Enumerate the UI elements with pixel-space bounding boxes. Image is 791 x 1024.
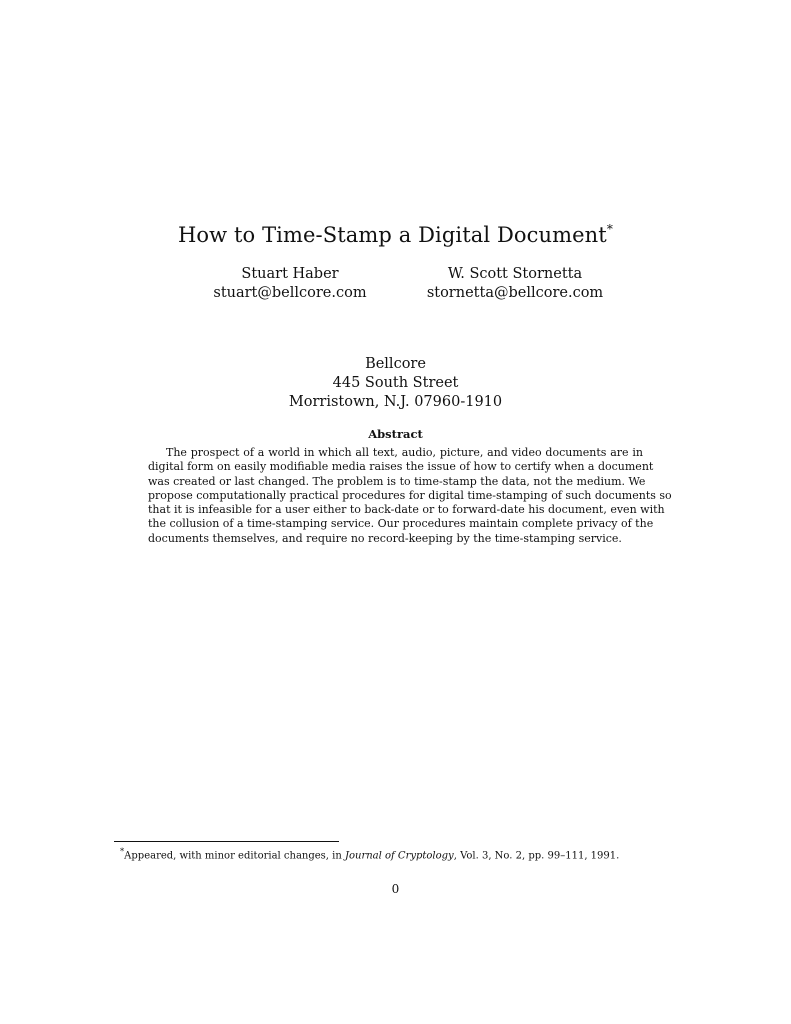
abstract-body bbox=[148, 446, 672, 546]
affiliation-city: Morristown, N.J. 07960-1910 bbox=[288, 394, 503, 410]
footnote-rule bbox=[114, 841, 339, 842]
abstract-line: propose computationally practical procedures for digital time-stamping of such documents so bbox=[148, 488, 672, 502]
author-1 bbox=[190, 265, 390, 303]
abstract-line: was created or last changed. The problem is to time-stamp the data, not the medium. We bbox=[148, 474, 646, 488]
abstract-heading: Abstract bbox=[368, 427, 423, 441]
author-email: stornetta@bellcore.com bbox=[426, 285, 604, 301]
paper-title bbox=[0, 222, 791, 247]
footnote bbox=[120, 846, 620, 861]
abstract-line: digital form on easily modifiable media raises the issue of how to certify when a document bbox=[148, 460, 654, 474]
footnote-marker: * bbox=[606, 222, 613, 236]
author-email: stuart@bellcore.com bbox=[213, 285, 367, 301]
abstract-line: The prospect of a world in which all text, audio, picture, and video documents are in bbox=[166, 446, 643, 459]
abstract-line: the collusion of a time-stamping service. Our procedures maintain complete privacy of the bbox=[148, 517, 654, 531]
abstract-line: documents themselves, and require no record-keeping by the time-stamping service. bbox=[148, 531, 622, 545]
author-2 bbox=[415, 265, 615, 303]
footnote-marker: * bbox=[120, 846, 125, 856]
footnote-suffix: , Vol. 3, No. 2, pp. 99–111, 1991. bbox=[453, 850, 620, 862]
author-name: Stuart Haber bbox=[241, 266, 339, 282]
page-number: 0 bbox=[391, 882, 400, 896]
title-text: How to Time-Stamp a Digital Document bbox=[178, 223, 607, 247]
affiliation-street: 445 South Street bbox=[332, 375, 459, 391]
abstract-line: that it is infeasible for a user either to back-date or to forward-date his document, even with bbox=[148, 503, 665, 517]
footnote-journal: Journal of Cryptology bbox=[344, 850, 454, 862]
affiliation bbox=[0, 355, 791, 412]
author-name: W. Scott Stornetta bbox=[447, 266, 583, 282]
footnote-prefix: Appeared, with minor editorial changes, in bbox=[124, 850, 345, 862]
affiliation-org: Bellcore bbox=[365, 356, 426, 372]
